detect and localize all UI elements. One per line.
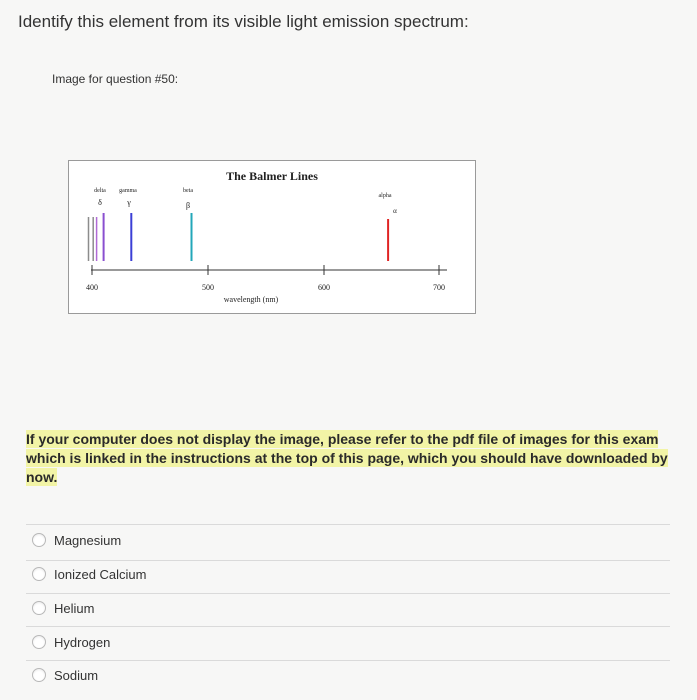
radio-icon[interactable] (32, 668, 46, 682)
line-symbol-alpha: α (393, 207, 397, 215)
line-symbol-gamma: γ (127, 198, 131, 207)
option-magnesium[interactable] (32, 530, 121, 550)
option-label: Ionized Calcium (54, 566, 147, 582)
radio-icon[interactable] (32, 601, 46, 615)
options-divider (26, 524, 670, 525)
line-name-alpha: alpha (378, 193, 392, 199)
radio-icon[interactable] (32, 635, 46, 649)
image-fallback-notice (26, 430, 670, 487)
line-name-beta: beta (183, 188, 193, 194)
radio-icon[interactable] (32, 567, 46, 581)
tick-label-700: 700 (433, 283, 445, 292)
options-divider (26, 560, 670, 561)
option-label: Magnesium (54, 532, 122, 548)
x-axis-label: wavelength (nm) (223, 295, 279, 304)
option-label: Hydrogen (54, 634, 111, 650)
line-name-gamma: gamma (119, 188, 137, 194)
line-name-delta: delta (94, 188, 106, 194)
option-label: Sodium (54, 667, 99, 683)
spectral-lines-group (89, 213, 389, 261)
notice-text: If your computer does not display the image, please refer to the pdf file of images for this exam which is linked in the instructions at the top of this page, which you should have downloaded by now. (26, 431, 668, 485)
figure-title: The Balmer Lines (226, 169, 318, 183)
question-title: Identify this element from its visible light emission spectrum: (18, 12, 469, 31)
radio-icon[interactable] (32, 533, 46, 547)
line-symbol-delta: δ (98, 198, 102, 207)
balmer-lines-chart (69, 161, 475, 313)
tick-label-600: 600 (318, 283, 330, 292)
balmer-figure (68, 160, 476, 314)
option-hydrogen[interactable] (32, 632, 110, 652)
image-label: Image for question #50: (52, 72, 179, 86)
option-helium[interactable] (32, 598, 94, 618)
options-divider (26, 593, 670, 594)
option-label: Helium (54, 600, 95, 616)
option-ionized-calcium[interactable] (32, 564, 147, 584)
line-symbol-beta: β (185, 201, 191, 210)
options-divider (26, 626, 670, 627)
tick-label-500: 500 (202, 283, 214, 292)
options-divider (26, 660, 670, 661)
option-sodium[interactable] (32, 665, 98, 685)
tick-label-400: 400 (86, 283, 98, 292)
